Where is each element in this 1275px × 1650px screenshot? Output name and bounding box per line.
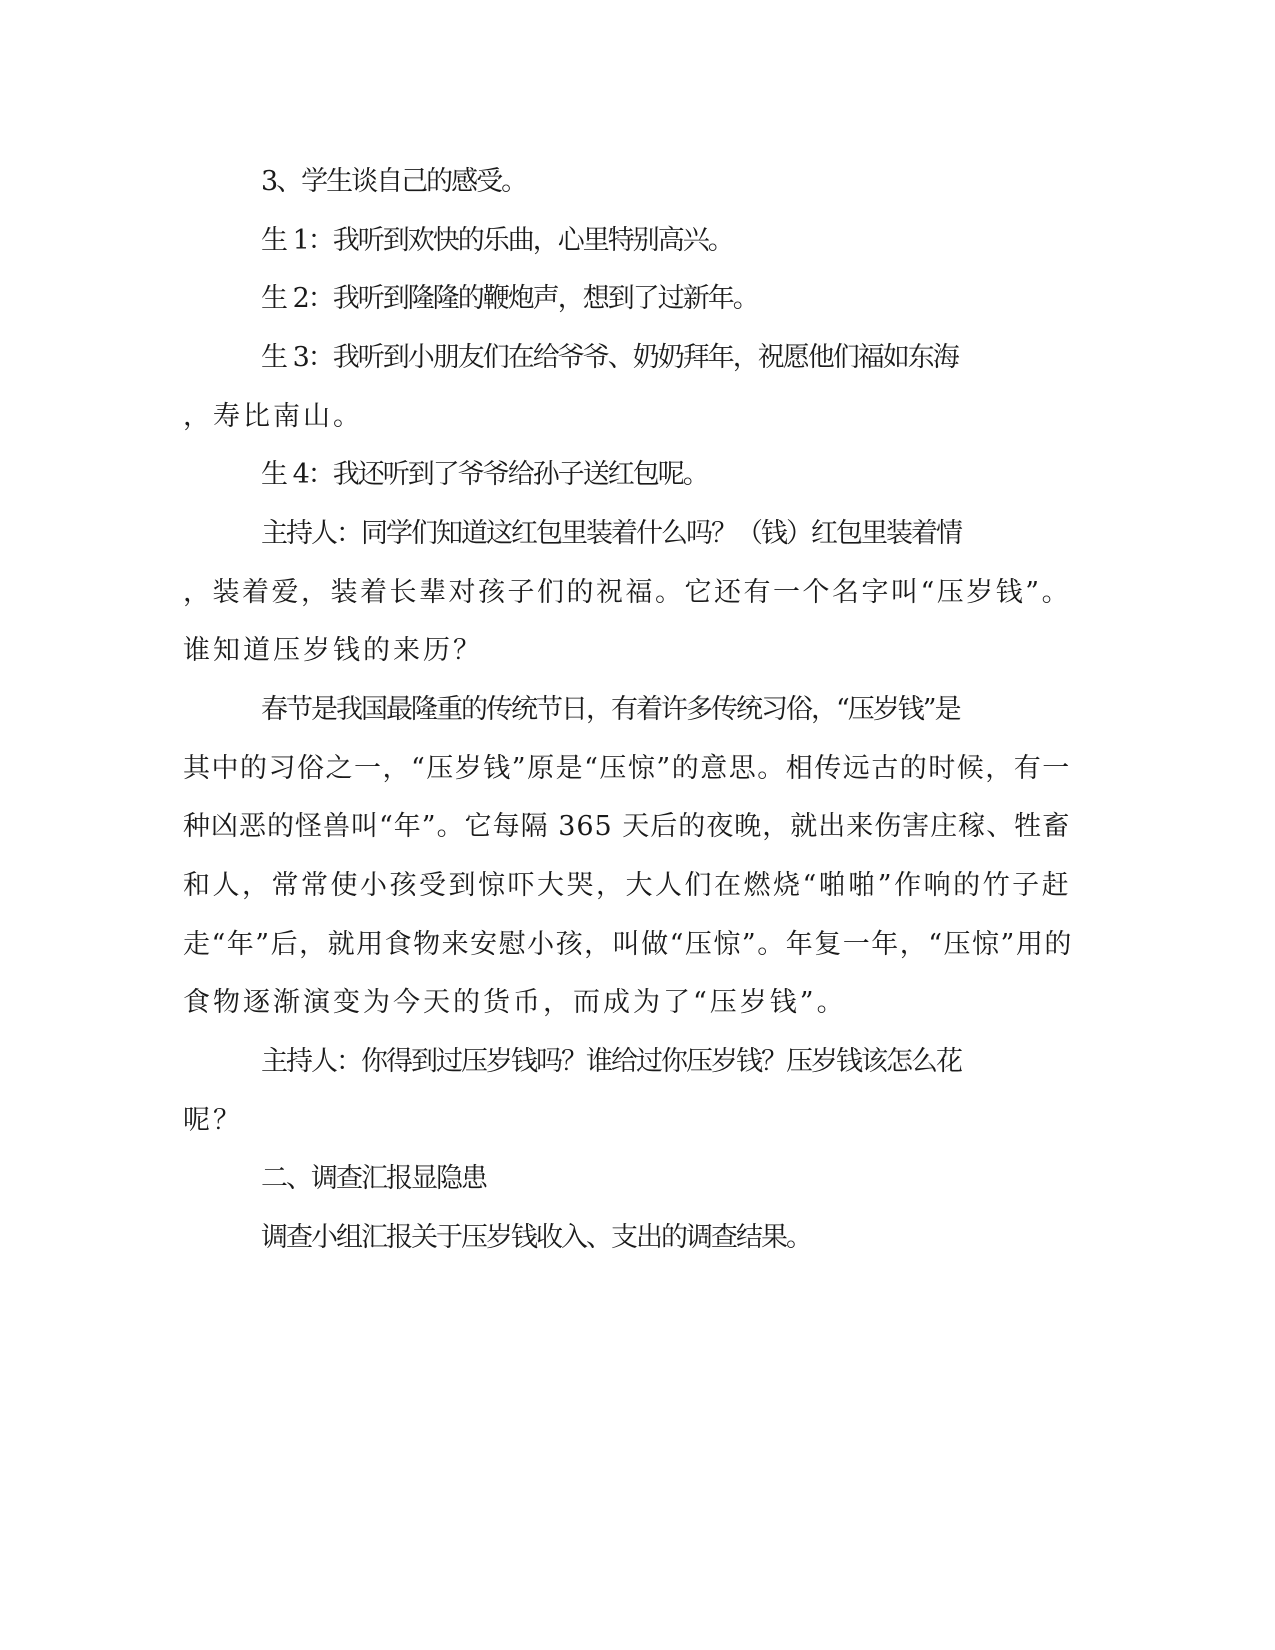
paragraph-line: 和人，常常使小孩受到惊吓大哭，大人们在燃烧“啪啪”作响的竹子赶 xyxy=(183,870,1072,901)
paragraph-line: 走“年”后，就用食物来安慰小孩，叫做“压惊”。年复一年，“压惊”用的 xyxy=(183,929,1073,960)
paragraph-line: 春节是我国最隆重的传统节日，有着许多传统习俗，“压岁钱”是 xyxy=(261,694,960,725)
paragraph-line: 生 4：我还听到了爷爷给孙子送红包呢。 xyxy=(261,459,708,490)
section-heading: 二、调查汇报显隐患 xyxy=(261,1163,486,1194)
paragraph-line: ，装着爱，装着长辈对孩子们的祝福。它还有一个名字叫“压岁钱”。 xyxy=(183,577,1072,608)
paragraph-line: 主持人：你得到过压岁钱吗？谁给过你压岁钱？压岁钱该怎么花 xyxy=(261,1046,961,1077)
paragraph-line: 生 2：我听到隆隆的鞭炮声，想到了过新年。 xyxy=(261,283,758,314)
paragraph-line: 呢？ xyxy=(183,1105,243,1136)
paragraph-line: 主持人：同学们知道这红包里装着什么吗？（钱）红包里装着情 xyxy=(261,518,961,549)
paragraph-line: ，寿比南山。 xyxy=(183,401,363,432)
paragraph-line: 3、学生谈自己的感受。 xyxy=(261,166,527,197)
paragraph-line: 种凶恶的怪兽叫“年”。它每隔 365 天后的夜晚，就出来伤害庄稼、牲畜 xyxy=(183,811,1071,842)
paragraph-line: 其中的习俗之一，“压岁钱”原是“压惊”的意思。相传远古的时候，有一 xyxy=(183,753,1071,784)
paragraph-line: 食物逐渐演变为今天的货币，而成为了“压岁钱”。 xyxy=(183,987,847,1018)
paragraph-line: 调查小组汇报关于压岁钱收入、支出的调查结果。 xyxy=(261,1222,811,1253)
paragraph-line: 生 1：我听到欢快的乐曲，心里特别高兴。 xyxy=(261,225,733,256)
paragraph-line: 生 3：我听到小朋友们在给爷爷、奶奶拜年，祝愿他们福如东海 xyxy=(261,342,958,373)
paragraph-line: 谁知道压岁钱的来历？ xyxy=(183,635,483,666)
